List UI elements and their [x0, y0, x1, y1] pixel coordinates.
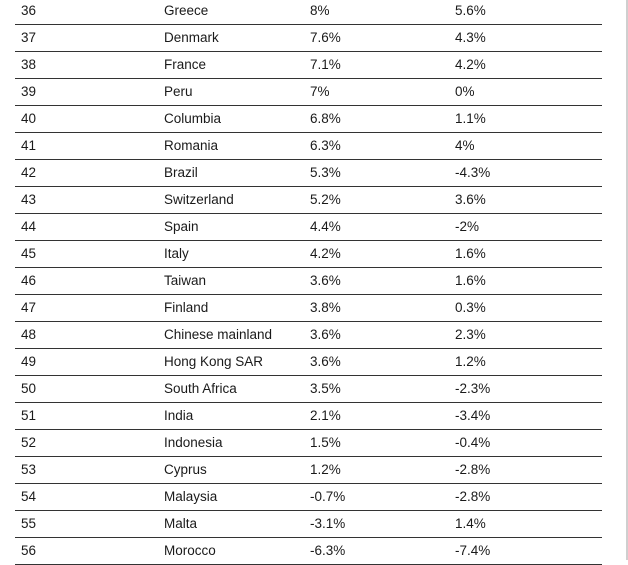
rank-cell: 53 [15, 457, 158, 484]
table-row [15, 0, 602, 25]
value-b-cell: -2.8% [449, 484, 602, 511]
value-a-cell: 6.8% [304, 106, 449, 133]
country-cell: France [158, 52, 304, 79]
country-cell: Morocco [158, 538, 304, 565]
country-cell: Taiwan [158, 268, 304, 295]
value-b-cell: 2.3% [449, 322, 602, 349]
table-row [15, 457, 602, 484]
value-b-cell: 3.6% [449, 187, 602, 214]
value-a-cell: -6.3% [304, 538, 449, 565]
rank-cell: 49 [15, 349, 158, 376]
ranking-table-container [15, 0, 602, 565]
country-cell: Greece [158, 0, 304, 25]
value-a-cell: 1.2% [304, 457, 449, 484]
value-a-cell: 8% [304, 0, 449, 25]
value-b-cell: 4.2% [449, 52, 602, 79]
value-b-cell: 5.6% [449, 0, 602, 25]
table-row [15, 322, 602, 349]
rank-cell: 50 [15, 376, 158, 403]
value-b-cell: -3.4% [449, 403, 602, 430]
value-a-cell: 5.2% [304, 187, 449, 214]
country-cell: Columbia [158, 106, 304, 133]
table-row [15, 295, 602, 322]
country-cell: Malta [158, 511, 304, 538]
table-row [15, 268, 602, 295]
value-a-cell: 6.3% [304, 133, 449, 160]
rank-cell: 52 [15, 430, 158, 457]
rank-cell: 41 [15, 133, 158, 160]
table-row [15, 187, 602, 214]
value-a-cell: 3.8% [304, 295, 449, 322]
value-a-cell: 2.1% [304, 403, 449, 430]
table-row [15, 349, 602, 376]
table-row [15, 376, 602, 403]
country-cell: Switzerland [158, 187, 304, 214]
country-cell: South Africa [158, 376, 304, 403]
value-a-cell: -3.1% [304, 511, 449, 538]
table-row [15, 160, 602, 187]
value-a-cell: 4.2% [304, 241, 449, 268]
table-row [15, 430, 602, 457]
rank-cell: 43 [15, 187, 158, 214]
value-b-cell: -4.3% [449, 160, 602, 187]
rank-cell: 40 [15, 106, 158, 133]
value-b-cell: 1.4% [449, 511, 602, 538]
value-a-cell: 1.5% [304, 430, 449, 457]
rank-cell: 55 [15, 511, 158, 538]
table-row [15, 79, 602, 106]
country-cell: Chinese mainland [158, 322, 304, 349]
country-cell: Romania [158, 133, 304, 160]
value-a-cell: -0.7% [304, 484, 449, 511]
country-cell: Indonesia [158, 430, 304, 457]
rank-cell: 39 [15, 79, 158, 106]
value-b-cell: 0% [449, 79, 602, 106]
value-b-cell: -7.4% [449, 538, 602, 565]
table-row [15, 133, 602, 160]
table-row [15, 241, 602, 268]
rank-cell: 45 [15, 241, 158, 268]
country-cell: Brazil [158, 160, 304, 187]
rank-cell: 48 [15, 322, 158, 349]
country-cell: Malaysia [158, 484, 304, 511]
value-b-cell: 1.6% [449, 268, 602, 295]
value-a-cell: 3.6% [304, 268, 449, 295]
rank-cell: 38 [15, 52, 158, 79]
value-b-cell: -2% [449, 214, 602, 241]
value-b-cell: 4.3% [449, 25, 602, 52]
table-row [15, 106, 602, 133]
value-b-cell: -0.4% [449, 430, 602, 457]
rank-cell: 37 [15, 25, 158, 52]
ranking-table-body [15, 0, 602, 565]
value-a-cell: 5.3% [304, 160, 449, 187]
table-row [15, 538, 602, 565]
table-row [15, 52, 602, 79]
country-cell: Spain [158, 214, 304, 241]
value-b-cell: 1.2% [449, 349, 602, 376]
table-row [15, 214, 602, 241]
rank-cell: 51 [15, 403, 158, 430]
rank-cell: 44 [15, 214, 158, 241]
value-a-cell: 3.5% [304, 376, 449, 403]
value-a-cell: 4.4% [304, 214, 449, 241]
ranking-table [15, 0, 602, 565]
rank-cell: 47 [15, 295, 158, 322]
country-cell: Denmark [158, 25, 304, 52]
country-cell: Finland [158, 295, 304, 322]
country-cell: Italy [158, 241, 304, 268]
value-b-cell: -2.3% [449, 376, 602, 403]
table-row [15, 25, 602, 52]
rank-cell: 36 [15, 0, 158, 25]
value-a-cell: 3.6% [304, 322, 449, 349]
value-b-cell: 4% [449, 133, 602, 160]
table-row [15, 511, 602, 538]
rank-cell: 56 [15, 538, 158, 565]
table-row [15, 403, 602, 430]
rank-cell: 54 [15, 484, 158, 511]
value-b-cell: 0.3% [449, 295, 602, 322]
country-cell: Peru [158, 79, 304, 106]
value-a-cell: 7.6% [304, 25, 449, 52]
country-cell: Hong Kong SAR [158, 349, 304, 376]
value-a-cell: 7% [304, 79, 449, 106]
value-b-cell: 1.1% [449, 106, 602, 133]
country-cell: Cyprus [158, 457, 304, 484]
value-b-cell: 1.6% [449, 241, 602, 268]
rank-cell: 42 [15, 160, 158, 187]
value-b-cell: -2.8% [449, 457, 602, 484]
value-a-cell: 3.6% [304, 349, 449, 376]
country-cell: India [158, 403, 304, 430]
table-row [15, 484, 602, 511]
value-a-cell: 7.1% [304, 52, 449, 79]
rank-cell: 46 [15, 268, 158, 295]
